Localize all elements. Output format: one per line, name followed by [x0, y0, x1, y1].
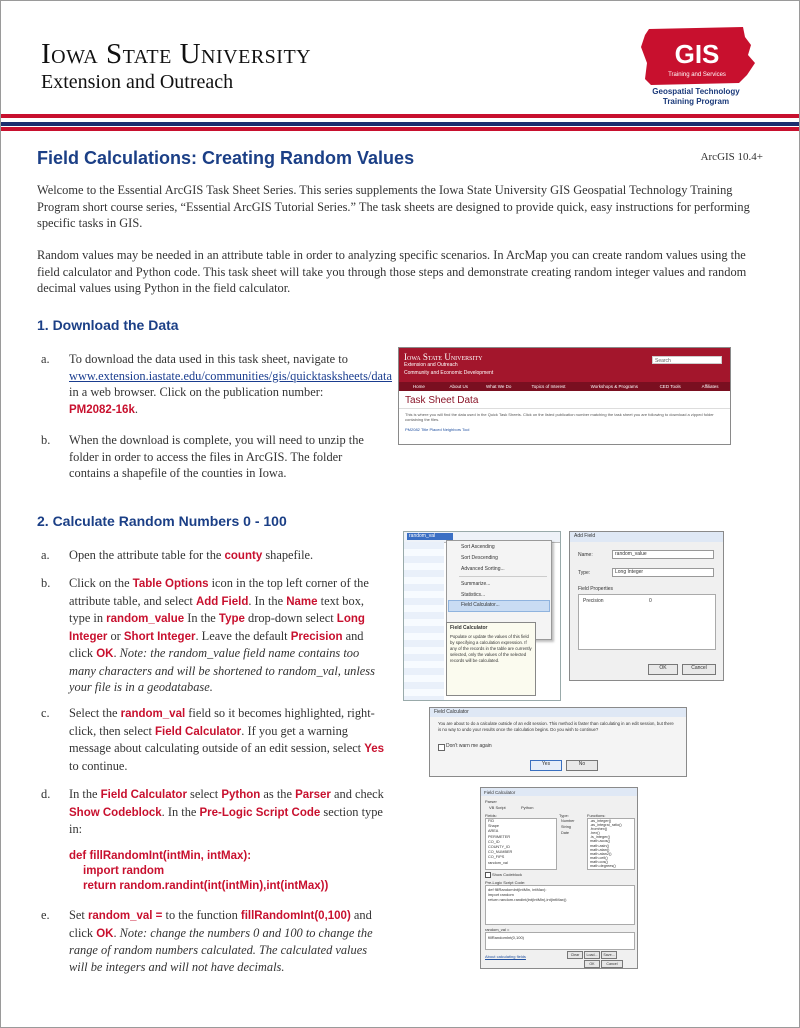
site-page-title: Task Sheet Data [405, 395, 479, 406]
nav-item[interactable]: CED Tools [659, 384, 681, 389]
function-list-item[interactable]: .as_integral_ratio() [590, 823, 622, 828]
function-list-item[interactable]: math.atan2() [590, 851, 612, 856]
website-screenshot [398, 347, 731, 445]
stripe-red-1 [1, 114, 799, 118]
field-list-item[interactable]: COUNTY_ID [488, 845, 510, 850]
menu-item[interactable]: Sort Descending [461, 555, 498, 561]
field-list-item[interactable]: PERIMETER [488, 834, 511, 839]
type-option[interactable]: Number [561, 819, 575, 823]
function-list-item[interactable]: .fromhex() [590, 827, 608, 832]
site-blurb: This is where you will find the data used in the Quick Task Sheets. Click on the listed publication number matching the task sheet you are following to download a zipped folder containing the files. [405, 412, 714, 422]
prelogic-code-input[interactable]: def fillRandomInt(intMin, intMax): import random return random.randint(int(intMin),int(intMax)) [485, 885, 635, 925]
warning-dialog: Field Calculator You are about to do a calculate outside of an edit session. This method is faster than calculating in an edit session, but there is no way to undo your results once the calculation begins. Do you wish to continue? Don't warn me again Yes No [429, 707, 687, 777]
version-label: ArcGIS 10.4+ [700, 151, 763, 163]
dialog-title: Add Field [574, 533, 596, 539]
about-calculating-link[interactable]: About calculating fields [485, 954, 526, 959]
field-calculator-dialog: Field Calculator Parser VB Script Python Fields: Type: Functions: FID Shape AREA PERIMETER CO_ID COUNTY_ID CO_NUMBER CO_FIPS random_val Number String Date .as_integer() .as_integral_ratio() .fromhex() .hex() .is_integer() math.acos() math.asin() math.atan() math.atan2() math.ceil() math.cos() math.degrees() Show Codeblock Pre-Logic Script Code: def fillRandomInt(intMin, intMax): import random return random.randint(int(intMin),int(intMax)) random_val = fillRandomInt(0,100) About calculating fields Clear Load... Save... OK Cancel [480, 787, 638, 969]
nav-item[interactable]: Topics of Interest [531, 384, 566, 389]
no-button[interactable]: No [566, 760, 598, 771]
code-line-2: import random [83, 865, 165, 877]
ok-button[interactable]: OK [584, 960, 600, 968]
code-line-3: return random.randint(int(intMin),int(intMax)) [83, 880, 329, 892]
program-line-1: Geospatial Technology [652, 87, 740, 96]
yes-button[interactable]: Yes [530, 760, 562, 771]
site-banner [399, 348, 730, 382]
type-select[interactable]: Long Integer [612, 568, 714, 577]
nav-item[interactable]: What We Do [485, 384, 512, 389]
site-dept: Community and Economic Development [404, 370, 494, 376]
intro-paragraph-1: Welcome to the Essential ArcGIS Task Sheet Series. This series supplements the Iowa State University GIS Geospatial Technology Training Program short course series, “Essential ArcGIS Tutorial Series.” The task sheets are designed to provide quick, easy instructions for performing specific tasks in GIS. [37, 183, 750, 230]
show-codeblock-checkbox[interactable] [485, 872, 491, 878]
tooltip [446, 622, 536, 696]
function-list-item[interactable]: .hex() [590, 831, 600, 836]
field-list-item[interactable]: CO_NUMBER [488, 850, 513, 855]
university-name: Iowa State University [41, 38, 312, 70]
ok-button[interactable]: OK [648, 664, 678, 675]
function-list-item[interactable]: .is_integer() [590, 835, 611, 840]
dialog-title: Field Calculator [484, 790, 516, 795]
section-1-heading: 1. Download the Data [37, 317, 179, 333]
header-university [41, 39, 311, 93]
field-list-item[interactable]: CO_ID [488, 839, 500, 844]
function-list-item[interactable]: math.degrees() [590, 864, 616, 869]
step-letter: a. [41, 352, 50, 366]
cancel-button[interactable]: Cancel [682, 664, 716, 675]
cancel-button[interactable]: Cancel [601, 960, 623, 968]
site-ext: Extension and Outreach [404, 362, 458, 368]
function-list-item[interactable]: math.atan() [590, 847, 610, 852]
load-button[interactable]: Load... [584, 951, 600, 959]
logo-sub-text: Training and Services [668, 72, 726, 78]
step-text: When the download is complete, you will need to unzip the folder in order to access the files in ArcGIS. The folder contains a shapefile of the counties in Iowa. [69, 433, 364, 480]
save-button[interactable]: Save... [601, 951, 617, 959]
function-list-item[interactable]: .as_integer() [590, 819, 612, 823]
dont-warn-checkbox[interactable] [438, 744, 445, 751]
logo-gis-text: GIS [674, 39, 720, 69]
fields-list[interactable] [485, 818, 557, 870]
type-option[interactable]: Date [561, 831, 570, 835]
tooltip-text: Populate or update the values of this field by specifying a calculation expression. If any of the records in the table are currently selected, only the values of the selected records will be calculated. [450, 634, 532, 663]
task-sheet-page: Iowa State University Extension and Outreach GIS Training and Services Geospatial Technology Training Program Field Calculations: Creating Random Values ArcGIS 10.4+ Welcome to the Essential ArcGIS Task Sheet Series. This series supplements the Iowa State University GIS Geospatial Technology Training Program short course series, “Essential ArcGIS Tutorial Series.” The task sheets are designed to provide quick, easy instructions for performing specific tasks in GIS. Random values may be needed in an attribute table in order to analyzing specific scenarios. In ArcMap you can create random values using the field calculator and Python code. This task sheet will take you through those steps and demonstrate creating random integer values and random decimal values using Python in the field calculator. 1. Download the Data a. To download the data used in this task sheet, navigate to www.extension.iastate.edu/communities/gis/quicktasksheets/data in a web browser. Click on the publication number: PM2082-16k. b. When the download is complete, you will need to unzip the folder in order to access the files in ArcGIS. The folder contains a shapefile of the counties in Iowa. Iowa State University Extension and Outreach Community and Economic Development Search Home About Us What We Do Topics of Interest Workshops & Programs CED Tools Affiliates Task Sheet Data This is where you will find the data used in the Quick Task Sheets. Click on the listed publication number matching the task sheet you are following to download a zipped folder containing the files. PM2082 Title Placed Neighbors Tool 2. Calculate Random Numbers 0 - 100 a. Open the attribute table for the county shapefile. b. Click on the Table Options icon in the top left corner of the attribute table, and select Add Field. In the Name text box, type in random_value In the Type drop-down select Long Integer or Short Integer. Leave the default Precision and click OK. Note: the random_value field name contains too many characters and will be shortened to random_val, unless your file is in a geodatabase. c. Select the random_val field so it becomes highlighted, right-click, then select Field Calculator. If you get a warning message about calculating outside of an edit session, select Yes to continue. d. In the Field Calculator select Python as the Parser and check Show Codeblock. In the Pre-Logic Script Code section type in: def fillRandomInt(intMin, intMax): import random return random.randint(int(intMin),int(intMax)) e. Set random_val = to the function fillRandomInt(0,100) and click OK. Note: change the numbers 0 and 100 to change the range of random numbers calculated. The calculated values will be integers and will not have decimals. random_val Sort Ascending Sort Descending Advanced Sorting... Summarize... Statistics... Field Calculator... Field Calculator Populate or update the values of this field by specifying a calculation expression. If any of the records in the table are currently selected, only the values of the selected records will be calculated. Add Field Name: random_value Type: Long Integer Field Properties Precision 0 OK Cancel Field Calculator You are about to do a calculate outside of an edit session. This method is faster than calculating in an edit session, but there is no way to undo your results once the calculation begins. Do you wish to continue? Don't warn me again Yes No Field Calculator Parser VB Script Python Fields: Type: Functions: FID Shape AREA PERIMETER CO_ID COUNTY_ID CO_NUMBER CO_FIPS random_val Number String Date .as_integer() .as_integral_ratio() .fromhex() .hex() .is_integer() math.acos() math.asin() math.atan() math.atan2() math.ceil() math.cos() math.degrees() Show Codeblock Pre-Logic Script Code: def fillRandomInt(intMin, intMax): import random return random.randint(int(intMin),int(intMax)) random_val = fillRandomInt(0,100) About calculating fields Clear Load... Save... OK Cancel [0, 0, 800, 1028]
publication-number: PM2082-16k [69, 403, 135, 416]
step-text: To download the data used in this task sheet, navigate to www.extension.iastate.edu/communities/gis/quicktasksheets/data in a web browser. Click on the publication number: PM2082-16k. [69, 352, 393, 416]
parser-python[interactable]: Python [521, 805, 534, 810]
nav-item[interactable]: Workshops & Programs [590, 384, 639, 389]
function-list-item[interactable]: math.cos() [590, 859, 608, 864]
field-list-item[interactable]: Shape [488, 824, 499, 829]
stripe-white [1, 119, 799, 121]
nav-item[interactable]: Affiliates [701, 384, 719, 389]
extension-unit: Extension and Outreach [41, 71, 234, 93]
tooltip-title: Field Calculator [450, 625, 488, 631]
intro-paragraph-2: Random values may be needed in an attribute table in order to analyzing specific scenarios. In ArcMap you can create random values using the field calculator and Python code. This task sheet will take you through those steps and demonstrate creating random integer values and random decimal values using Python in the field calculator. [37, 248, 747, 295]
type-option[interactable]: String [561, 825, 571, 829]
stripe-navy [1, 122, 799, 126]
menu-item-field-calculator[interactable]: Field Calculator... [461, 602, 500, 608]
name-input[interactable]: random_value [612, 550, 714, 559]
add-field-dialog: Add Field Name: random_value Type: Long Integer Field Properties Precision 0 OK Cancel [569, 531, 724, 681]
code-line-1: def fillRandomInt(intMin, intMax): [69, 850, 252, 862]
step-letter: b. [41, 433, 51, 447]
section-2-heading: 2. Calculate Random Numbers 0 - 100 [37, 513, 287, 529]
context-menu-screenshot [403, 531, 561, 701]
field-list-item[interactable]: FID [488, 819, 495, 823]
field-list-item[interactable]: CO_FIPS [488, 855, 505, 860]
site-pub-link[interactable]: PM2082 Title Placed Neighbors Tool [405, 427, 470, 432]
site-nav [399, 382, 730, 391]
data-download-link[interactable]: www.extension.iastate.edu/communities/gis/quicktasksheets/data [69, 368, 393, 383]
expression-input[interactable]: fillRandomInt(0,100) [485, 932, 635, 950]
stripe-red-2 [1, 127, 799, 131]
menu-item[interactable]: Statistics... [461, 592, 486, 598]
function-list-item[interactable]: math.asin() [590, 843, 609, 848]
nav-item[interactable]: About Us [449, 384, 469, 389]
field-list-item[interactable]: random_val [488, 860, 508, 865]
page-title: Field Calculations: Creating Random Values [37, 148, 415, 168]
menu-item[interactable]: Advanced Sorting... [461, 566, 505, 572]
menu-item[interactable]: Summarize... [461, 581, 491, 587]
nav-item[interactable]: Home [412, 384, 425, 389]
clear-button[interactable]: Clear [567, 951, 583, 959]
program-line-2: Training Program [662, 97, 730, 106]
dialog-title: Field Calculator [434, 709, 469, 715]
menu-item[interactable]: Sort Ascending [461, 544, 495, 550]
warning-message: You are about to do a calculate outside of an edit session. This method is faster than calculating in an edit session, but there is no way to undo your results once the calculation begins. Do you wish to continue? [438, 721, 674, 732]
column-header-random-val[interactable]: random_val [407, 533, 453, 540]
site-search-input[interactable]: Search [652, 356, 722, 364]
precision-value[interactable]: 0 [649, 598, 652, 604]
functions-list[interactable] [587, 818, 635, 870]
type-options [559, 818, 583, 848]
function-list-item[interactable]: math.acos() [590, 839, 611, 844]
parser-vbscript[interactable]: VB Script [489, 805, 506, 810]
function-list-item[interactable]: math.ceil() [590, 855, 608, 860]
field-list-item[interactable]: AREA [488, 829, 499, 834]
site-univ: Iowa State University [404, 352, 483, 362]
program-caption [631, 87, 761, 107]
